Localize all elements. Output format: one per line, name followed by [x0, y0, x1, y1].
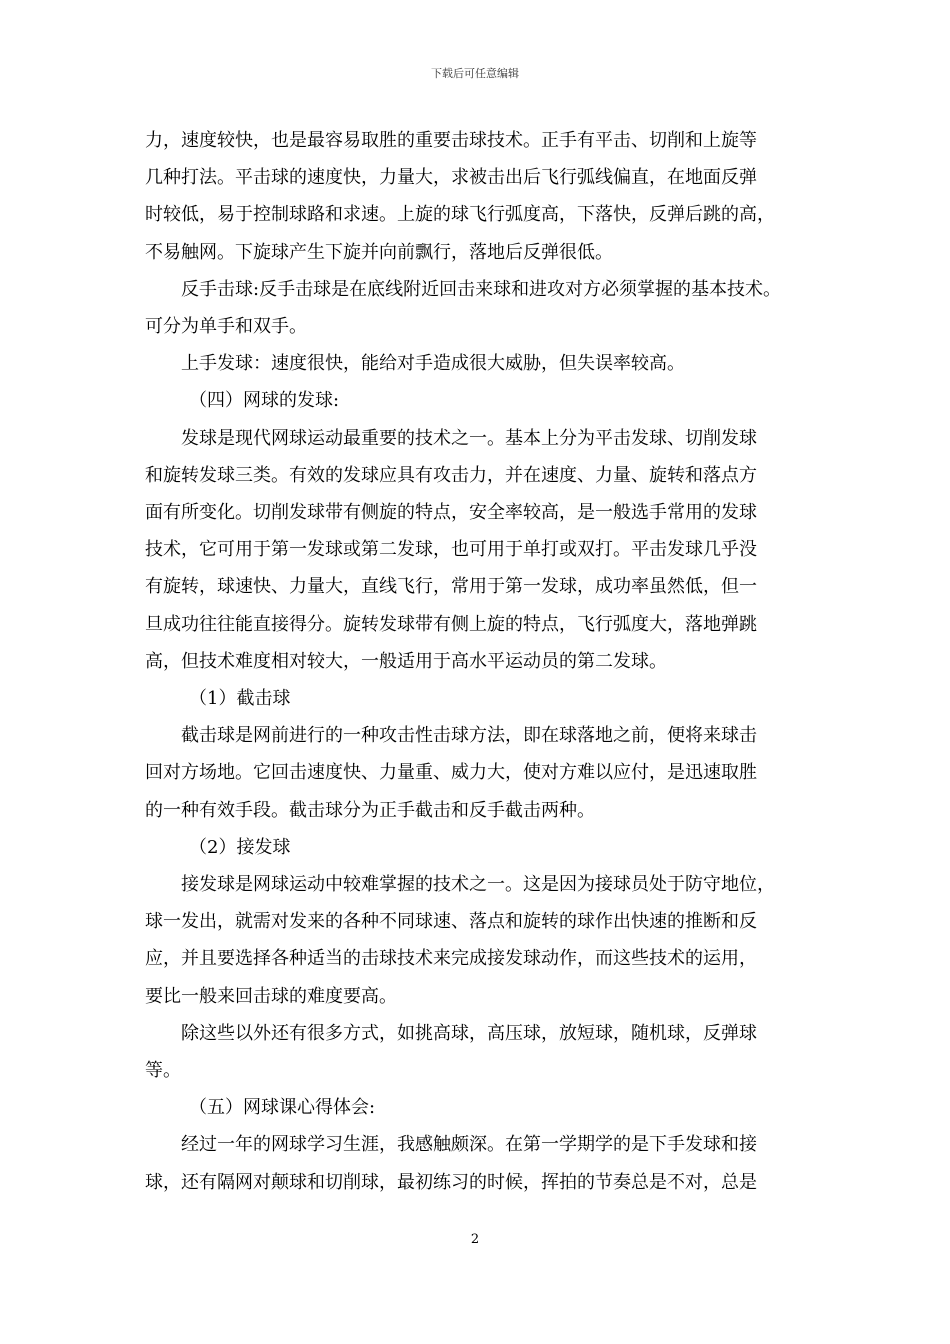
text-line: 除这些以外还有很多方式，如挑高球，高压球，放短球，随机球，反弹球	[181, 1022, 757, 1044]
text-line: 球一发出，就需对发来的各种不同球速、落点和旋转的球作出快速的推断和反	[145, 911, 757, 933]
section-heading: （五）网球课心得体会:	[189, 1097, 376, 1119]
text-line: 反手击球:反手击球是在底线附近回击来球和进攻对方必须掌握的基本技术。	[181, 278, 782, 300]
text-line: 和旋转发球三类。有效的发球应具有攻击力，并在速度、力量、旋转和落点方	[145, 464, 757, 486]
text-line: 的一种有效手段。截击球分为正手截击和反手截击两种。	[145, 799, 595, 821]
text-line: 时较低，易于控制球路和求速。上旋的球飞行弧度高，下落快，反弹后跳的高，	[145, 204, 775, 226]
text-line: 等。	[145, 1060, 181, 1082]
text-line: 应，并且要选择各种适当的击球技术来完成接发球动作，而这些技术的运用，	[145, 948, 757, 970]
text-line: 几种打法。平击球的速度快，力量大，求被击出后飞行弧线偏直，在地面反弹	[145, 167, 757, 189]
page-number: 2	[470, 1232, 480, 1247]
page-header: 下载后可任意编辑	[431, 67, 519, 80]
text-line: 有旋转，球速快、力量大，直线飞行，常用于第一发球，成功率虽然低，但一	[145, 576, 757, 598]
text-line: 接发球是网球运动中较难掌握的技术之一。这是因为接球员处于防守地位，	[181, 874, 775, 896]
text-line: 球，还有隔网对颠球和切削球，最初练习的时候，挥拍的节奏总是不对，总是	[145, 1171, 757, 1193]
text-line: 回对方场地。它回击速度快、力量重、威力大，使对方难以应付，是迅速取胜	[145, 762, 757, 784]
text-line: 可分为单手和双手。	[145, 316, 307, 338]
text-line: 面有所变化。切削发球带有侧旋的特点，安全率较高，是一般选手常用的发球	[145, 502, 757, 524]
text-line: 力，速度较快，也是最容易取胜的重要击球技术。正手有平击、切削和上旋等	[145, 130, 757, 151]
text-line: 技术，它可用于第一发球或第二发球，也可用于单打或双打。平击发球几乎没	[145, 539, 757, 561]
text-line: 旦成功往往能直接得分。旋转发球带有侧上旋的特点，飞行弧度大，落地弹跳	[145, 613, 757, 635]
section-heading: （四）网球的发球:	[189, 390, 340, 412]
text-line: 不易触网。下旋球产生下旋并向前飘行，落地后反弹很低。	[145, 241, 613, 263]
text-line: 上手发球：速度很快，能给对手造成很大威胁，但失误率较高。	[181, 353, 685, 375]
section-heading: （2）接发球	[189, 836, 291, 858]
text-line: 要比一般来回击球的难度要高。	[145, 985, 397, 1007]
text-line: 高，但技术难度相对较大，一般适用于高水平运动员的第二发球。	[145, 650, 667, 672]
text-line: 发球是现代网球运动最重要的技术之一。基本上分为平击发球、切削发球	[181, 427, 757, 449]
section-heading: （1）截击球	[189, 688, 291, 710]
document-body	[145, 122, 807, 1201]
text-line: 截击球是网前进行的一种攻击性击球方法，即在球落地之前，便将来球击	[181, 725, 757, 747]
text-line: 经过一年的网球学习生涯，我感触颇深。在第一学期学的是下手发球和接	[181, 1134, 757, 1156]
